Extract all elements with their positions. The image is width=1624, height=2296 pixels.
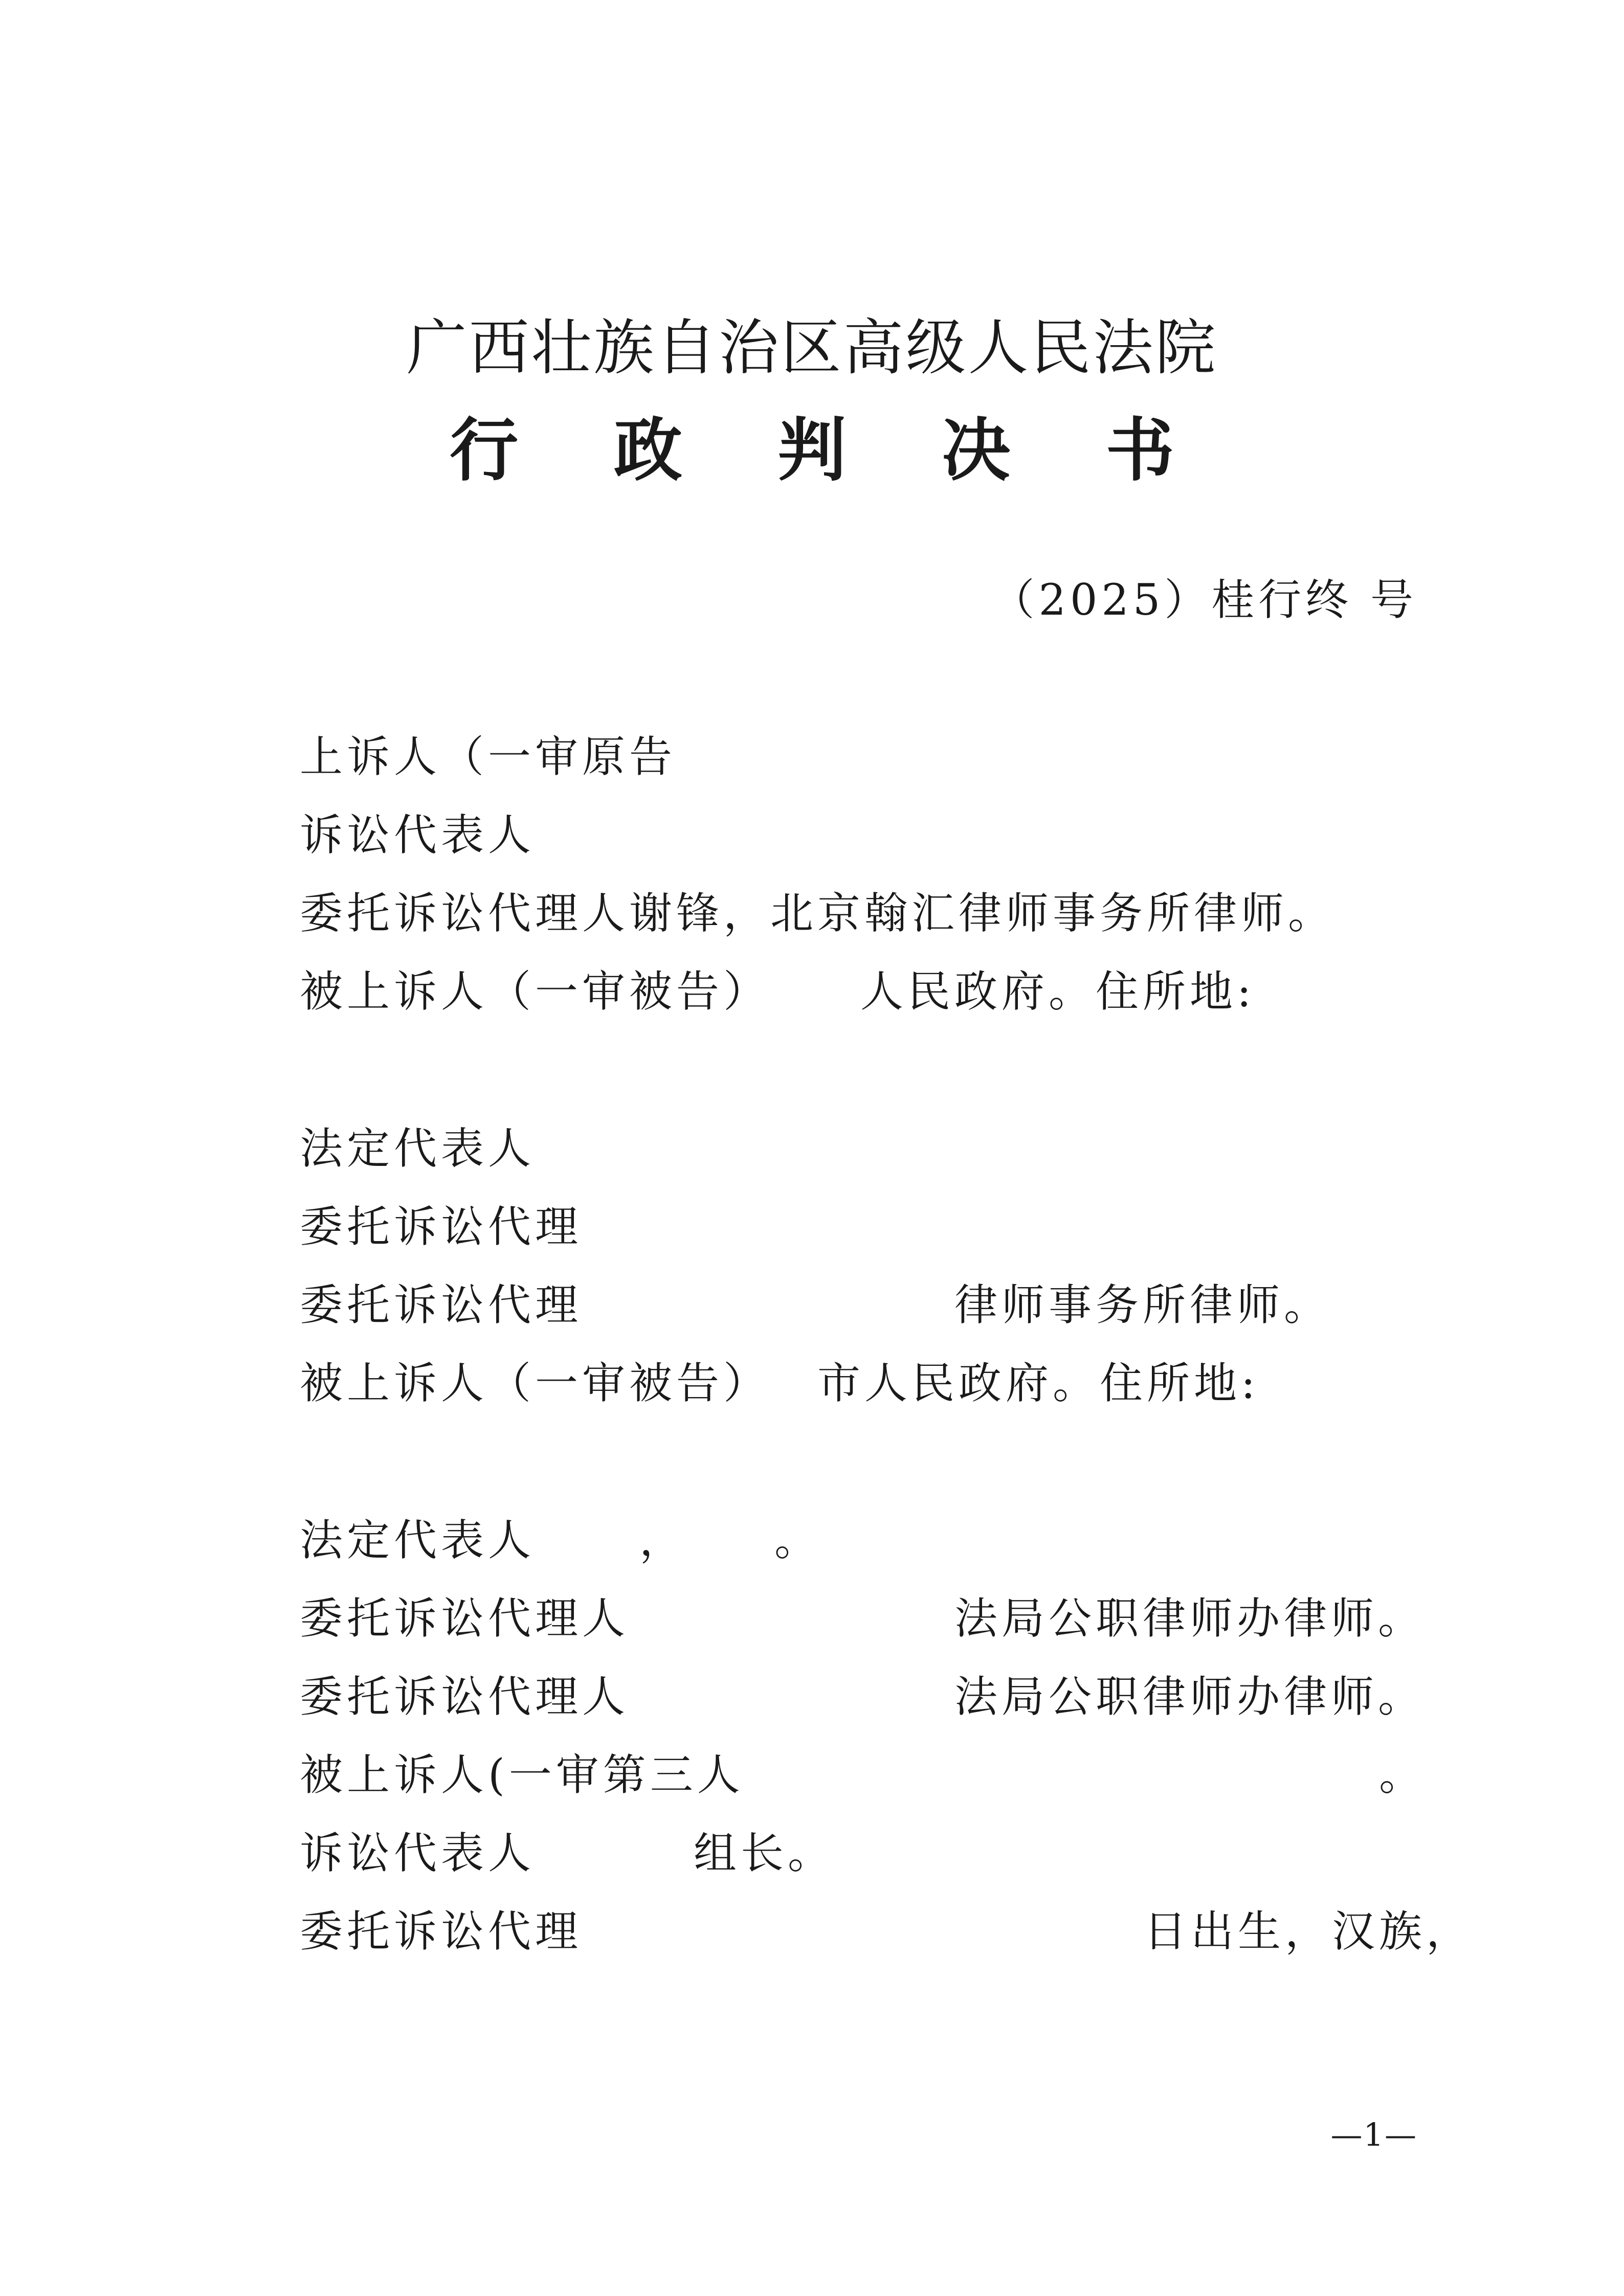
party-line-appellee-1 [300, 961, 1417, 1022]
party-line-agent [300, 883, 1417, 944]
line-text: 法定代表人 [300, 1515, 536, 1565]
party-line-litigation-representative-2 [300, 1822, 1417, 1884]
party-line-legal-representative-1 [300, 1118, 1417, 1179]
line-text: 诉讼代表人 [300, 1828, 536, 1878]
line-text: 委托诉讼代理 [300, 1280, 583, 1330]
party-line-third-party [300, 1744, 1427, 1806]
line-text: 委托诉讼代理人谢锋，北京翰汇律师事务所律师。 [300, 888, 1336, 938]
line-text: 委托诉讼代理人 [300, 1593, 630, 1644]
party-line-agent-2a [300, 1588, 1426, 1649]
line-text-continued: 法局公职律师办律师。 [954, 1672, 1426, 1722]
case-number: （2025）桂行终 号 [991, 575, 1417, 625]
party-line-appellee-2 [300, 1353, 1417, 1414]
party-line-agent-3 [300, 1901, 1474, 1962]
line-text: 被上诉人(一审第三人 [300, 1750, 744, 1800]
line-text: 法定代表人 [300, 1123, 536, 1174]
party-line-agent-2b [300, 1666, 1426, 1727]
line-text: 被上诉人（一审被告） [300, 966, 771, 1017]
line-text: 委托诉讼代理人 [300, 1672, 630, 1722]
party-line-litigation-representative [300, 804, 1417, 866]
line-text-continued: 法局公职律师办律师。 [954, 1593, 1426, 1644]
line-text-continued: 日出生，汉族， [1144, 1906, 1474, 1956]
line-text: 诉讼代表人 [300, 810, 536, 860]
party-line-agent-1b [300, 1274, 1417, 1336]
line-text-period: 。 [774, 1515, 822, 1565]
document-title: 行 政 判 决 书 [450, 410, 1210, 490]
party-line-legal-representative-2 [300, 1510, 1417, 1571]
line-text-period: 。 [1379, 1750, 1427, 1800]
party-line-appellant [300, 726, 1417, 787]
line-text: 被上诉人（一审被告） [300, 1358, 771, 1408]
line-text-continued: 律师事务所律师。 [954, 1280, 1331, 1330]
page-number: —1— [1330, 2116, 1417, 2153]
line-text-continued: 人民政府。住所地: [860, 966, 1256, 1017]
court-name: 广西壮族自治区高级人民法院 [406, 312, 1218, 383]
line-text: 委托诉讼代理 [300, 1906, 583, 1956]
line-text: 上诉人（一审原告 [300, 732, 677, 782]
line-text-continued: 组长。 [694, 1828, 835, 1878]
party-line-agent-1a [300, 1196, 1417, 1257]
line-text-continued: 市人民政府。住所地: [817, 1358, 1260, 1408]
line-text: 委托诉讼代理 [300, 1202, 583, 1252]
line-text-comma: ， [639, 1515, 687, 1565]
